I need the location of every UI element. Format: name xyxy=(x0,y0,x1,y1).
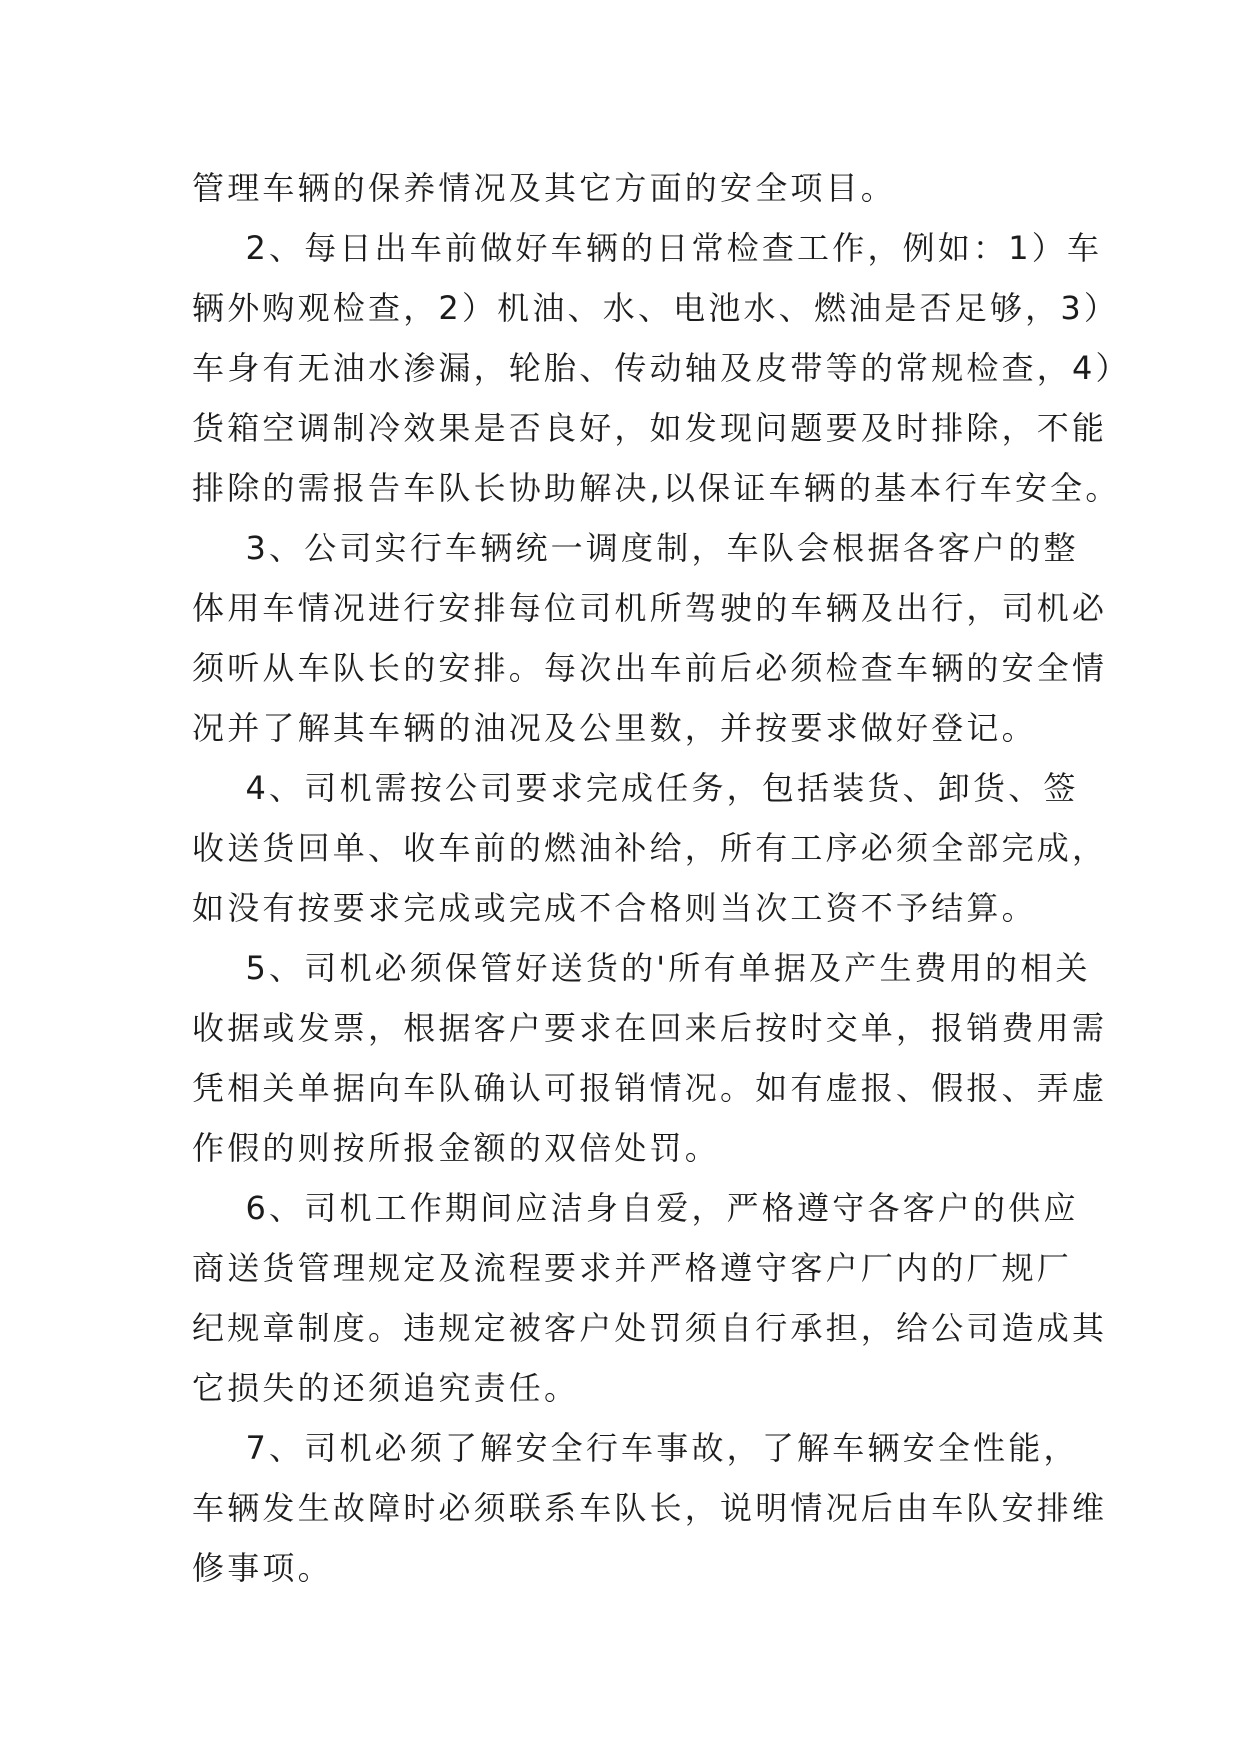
text-line: 收据或发票，根据客户要求在回来后按时交单，报销费用需 xyxy=(192,1009,1108,1047)
text-line: 4、司机需按公司要求完成任务，包括装货、卸货、签 xyxy=(192,769,1079,807)
text-line: 排除的需报告车队长协助解决,以保证车辆的基本行车安全。 xyxy=(192,469,1121,507)
text-line: 辆外购观检查，2）机油、水、电池水、燃油是否足够，3） xyxy=(192,289,1120,327)
text-line: 2、每日出车前做好车辆的日常检查工作，例如：1）车 xyxy=(192,229,1103,267)
text-line: 它损失的还须追究责任。 xyxy=(192,1369,580,1407)
text-line: 纪规章制度。违规定被客户处罚须自行承担，给公司造成其 xyxy=(192,1309,1108,1347)
text-line: 3、公司实行车辆统一调度制，车队会根据各客户的整 xyxy=(192,529,1079,567)
text-line: 收送货回单、收车前的燃油补给，所有工序必须全部完成， xyxy=(192,829,1108,867)
text-line: 修事项。 xyxy=(192,1549,333,1587)
text-line: 5、司机必须保管好送货的'所有单据及产生费用的相关 xyxy=(192,949,1091,987)
text-line: 车身有无油水渗漏，轮胎、传动轴及皮带等的常规检查，4） xyxy=(192,349,1131,387)
text-line: 作假的则按所报金额的双倍处罚。 xyxy=(192,1129,721,1167)
text-line: 货箱空调制冷效果是否良好，如发现问题要及时排除，不能 xyxy=(192,409,1108,447)
text-line: 6、司机工作期间应洁身自爱，严格遵守各客户的供应 xyxy=(192,1189,1079,1227)
text-line: 凭相关单据向车队确认可报销情况。如有虚报、假报、弄虚 xyxy=(192,1069,1108,1107)
text-line: 管理车辆的保养情况及其它方面的安全项目。 xyxy=(192,169,897,207)
text-line: 体用车情况进行安排每位司机所驾驶的车辆及出行，司机必 xyxy=(192,589,1108,627)
text-line: 况并了解其车辆的油况及公里数，并按要求做好登记。 xyxy=(192,709,1037,747)
text-line: 7、司机必须了解安全行车事故，了解车辆安全性能， xyxy=(192,1429,1079,1467)
text-line: 车辆发生故障时必须联系车队长，说明情况后由车队安排维 xyxy=(192,1489,1108,1527)
text-line: 如没有按要求完成或完成不合格则当次工资不予结算。 xyxy=(192,889,1037,927)
text-line: 须听从车队长的安排。每次出车前后必须检查车辆的安全情 xyxy=(192,649,1108,687)
text-line: 商送货管理规定及流程要求并严格遵守客户厂内的厂规厂 xyxy=(192,1249,1073,1287)
body-text xyxy=(192,158,1131,1598)
